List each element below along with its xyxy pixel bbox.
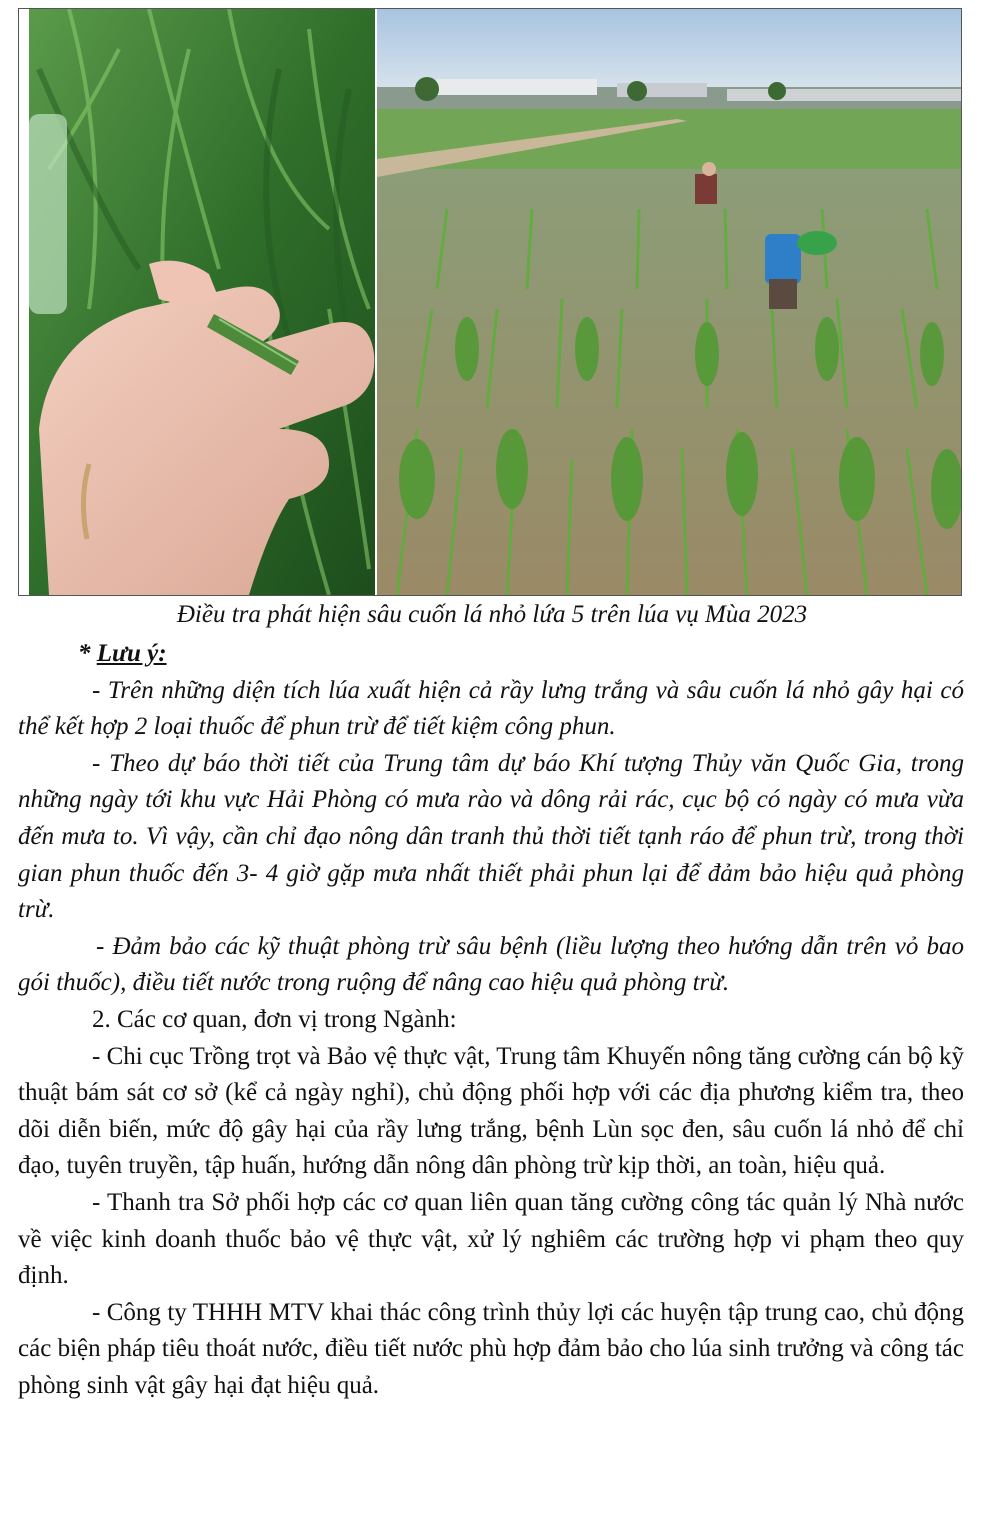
- note-paragraph: - Trên những diện tích lúa xuất hiện cả rầy lưng trắng và sâu cuốn lá nhỏ gây hại có thể kết hợp 2 loại thuốc để phun trừ để tiết kiệm công phun.: [18, 676, 964, 741]
- section-paragraph: - Công ty THHH MTV khai thác công trình thủy lợi các huyện tập trung cao, chủ động các biện pháp tiêu thoát nước, điều tiết nước phù hợp đảm bảo cho lúa sinh trưởng và công tác phòng sinh vật gây hại đạt hiệu quả.: [18, 1298, 964, 1399]
- rice-paddy-photo: [377, 9, 962, 595]
- section-heading: 2. Các cơ quan, đơn vị trong Ngành:: [92, 1005, 457, 1033]
- figure-frame: [18, 8, 962, 596]
- section-paragraph: - Chi cục Trồng trọt và Bảo vệ thực vật, Trung tâm Khuyến nông tăng cường cán bộ kỹ thuật bám sát cơ sở (kể cả ngày nghỉ), chủ động phối hợp với các địa phương kiểm tra, theo dõi diễn biến, mức độ gây hại của rầy lưng trắng, bệnh Lùn sọc đen, sâu cuốn lá nhỏ để chỉ đạo, tuyên truyền, tập huấn, hướng dẫn nông dân phòng trừ kịp thời, an toàn, hiệu quả.: [18, 1042, 964, 1180]
- note-paragraph: - Đảm bảo các kỹ thuật phòng trừ sâu bệnh (liều lượng theo hướng dẫn trên vỏ bao gói thuốc), điều tiết nước trong ruộng để nâng cao hiệu quả phòng trừ.: [18, 932, 964, 997]
- leaf-closeup-photo: [29, 9, 375, 595]
- figure-caption: Điều tra phát hiện sâu cuốn lá nhỏ lứa 5 trên lúa vụ Mùa 2023: [176, 601, 808, 628]
- note-heading: [18, 636, 964, 673]
- section-paragraph: - Thanh tra Sở phối hợp các cơ quan liên quan tăng cường công tác quản lý Nhà nước về việc kinh doanh thuốc bảo vệ thực vật, xử lý nghiêm các trường hợp vi phạm theo quy định.: [18, 1188, 964, 1290]
- note-star: *: [78, 640, 97, 667]
- document-body: [18, 636, 964, 1404]
- note-paragraph: - Theo dự báo thời tiết của Trung tâm dự báo Khí tượng Thủy văn Quốc Gia, trong những ngày tới khu vực Hải Phòng có mưa rào và dông rải rác, cục bộ có ngày có mưa vừa đến mưa to. Vì vậy, cần chỉ đạo nông dân tranh thủ thời tiết tạnh ráo để phun trừ, trong thời gian phun thuốc đến 3- 4 giờ gặp mưa nhất thiết phải phun lại để đảm bảo hiệu quả phòng trừ.: [18, 749, 964, 924]
- note-heading-label: Lưu ý:: [96, 640, 167, 667]
